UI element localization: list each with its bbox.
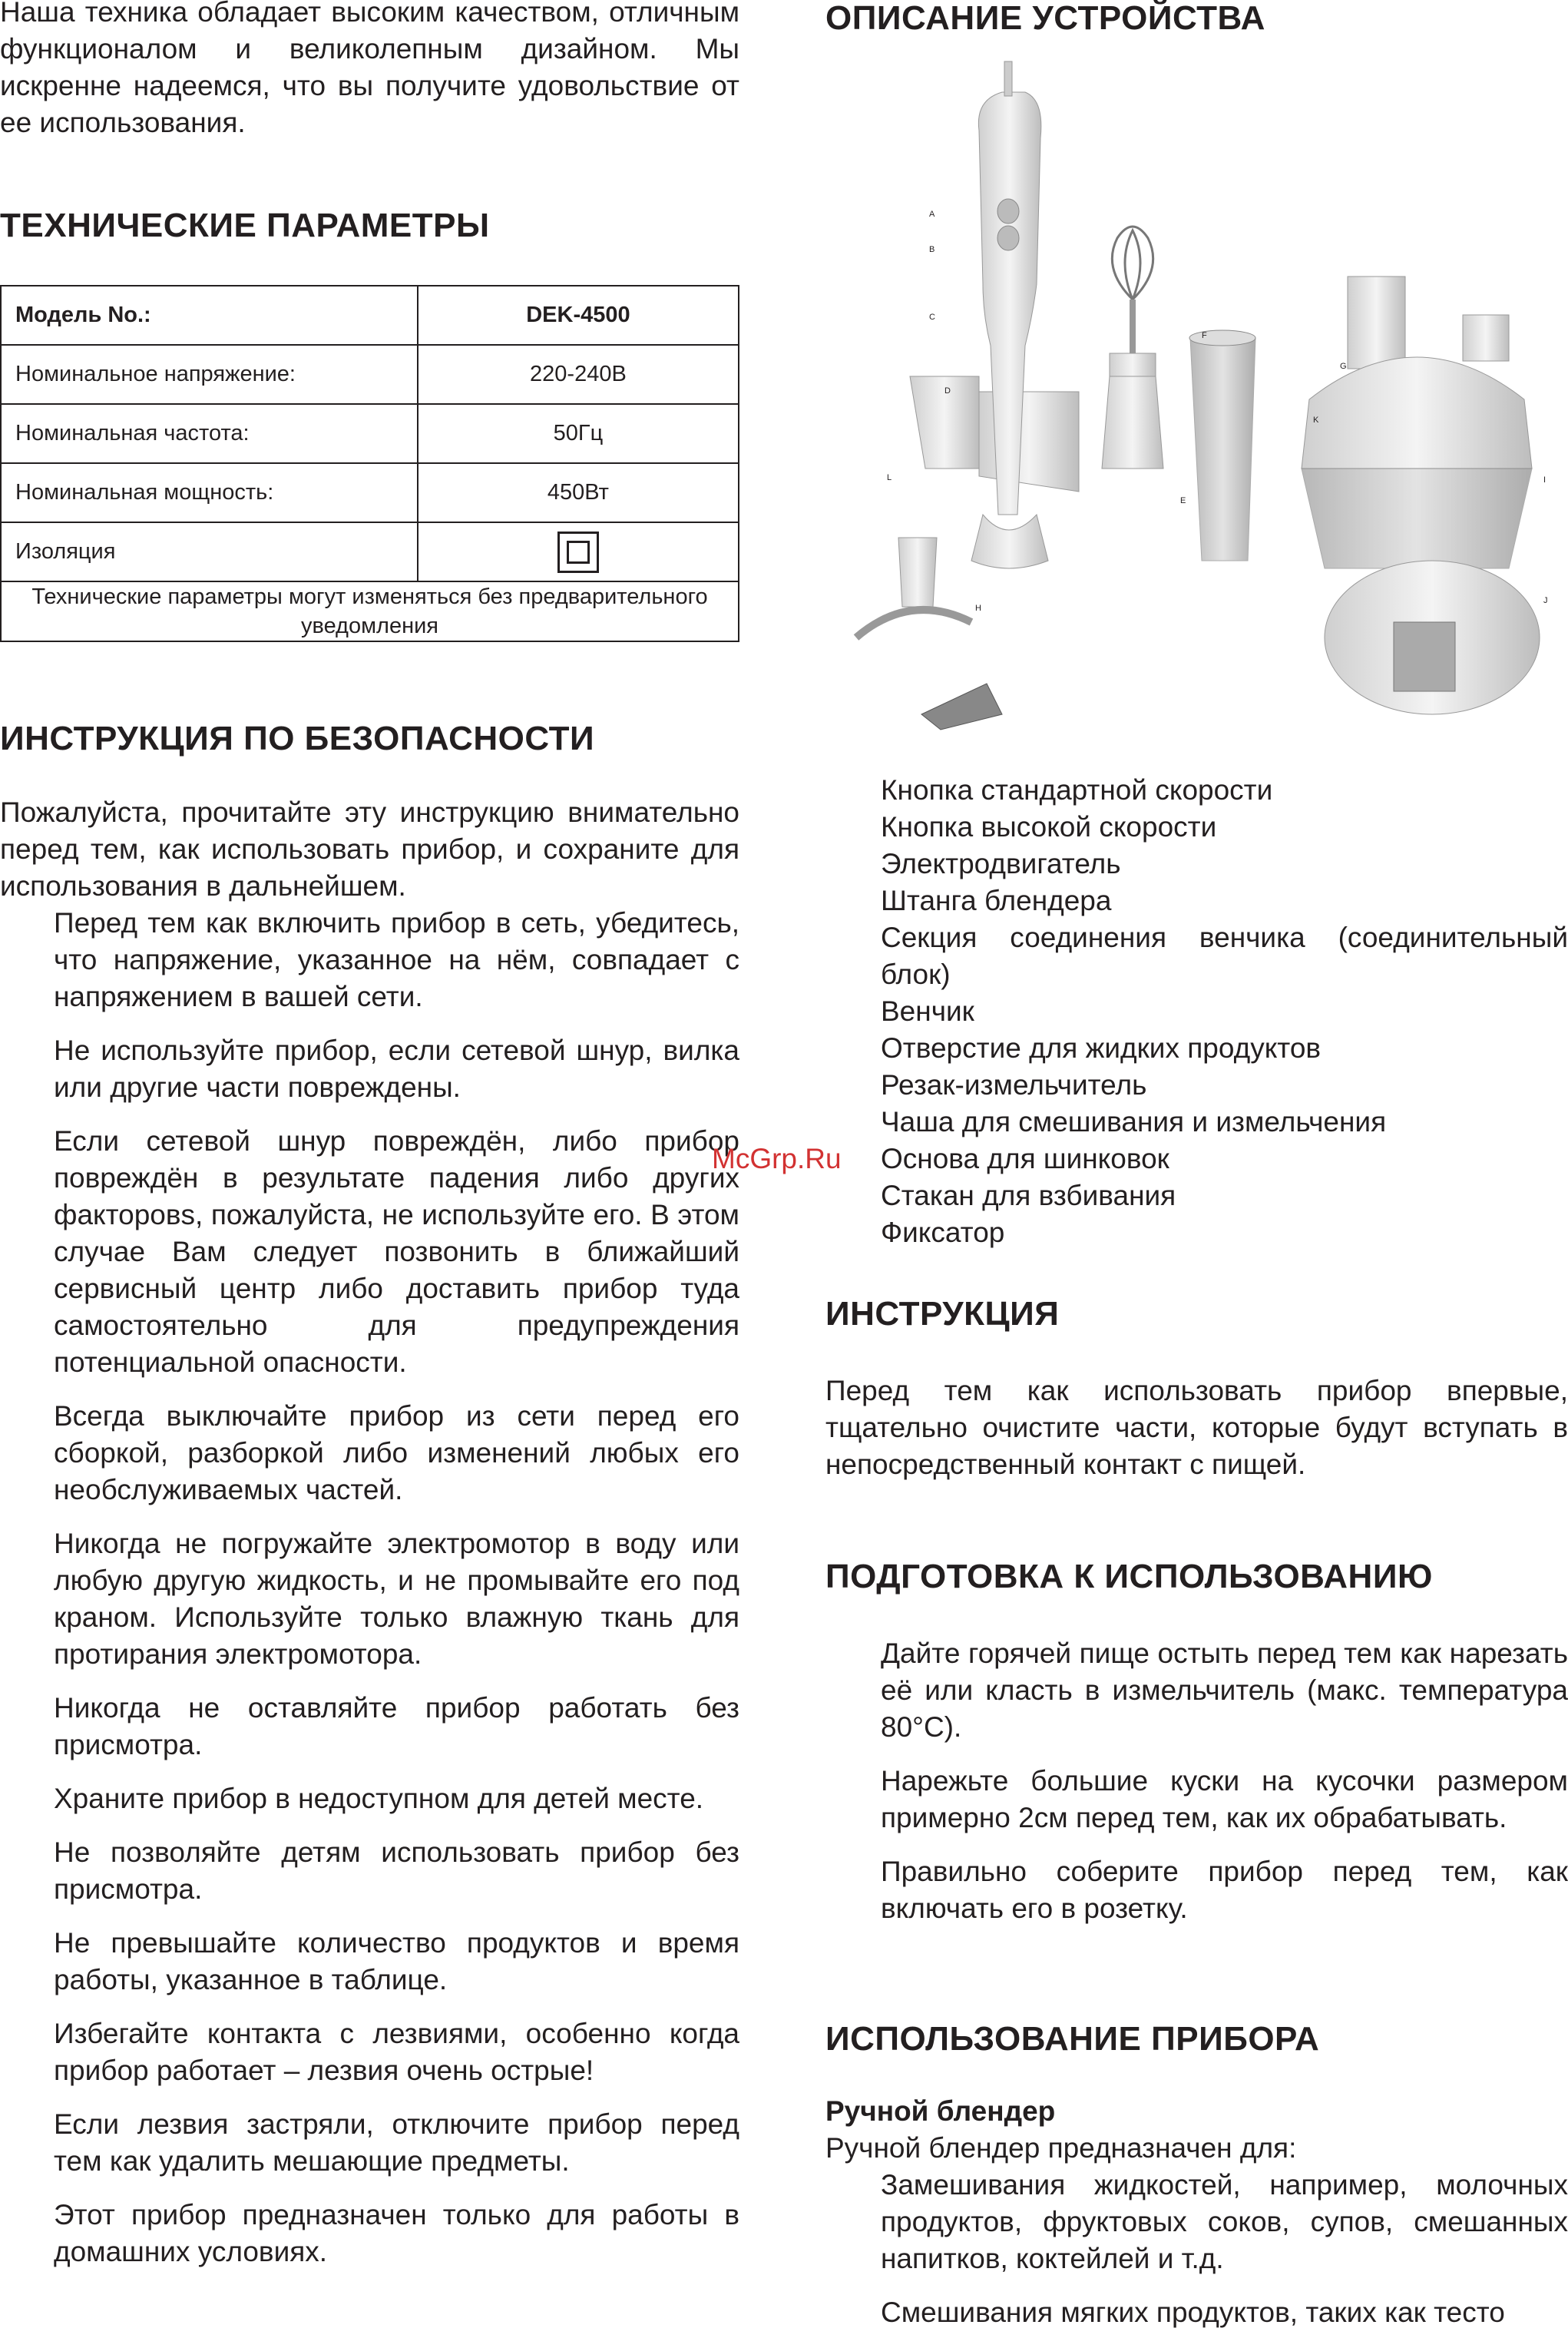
tech-params-title: ТЕХНИЧЕСКИЕ ПАРАМЕТРЫ	[0, 207, 490, 244]
list-item: Отверстие для жидких продуктов	[881, 1032, 1322, 1064]
left-column	[0, 0, 739, 2287]
list-item: Замешивания жидкостей, например, молочных продуктов, фруктовых соков, супов, смешанных напитков, коктейлей и т.д.	[881, 2169, 1568, 2274]
list-item: Электродвигатель	[881, 848, 1121, 879]
label-c: C	[929, 313, 935, 322]
safety-list	[0, 905, 739, 2270]
table-row	[1, 522, 739, 581]
list-item: Избегайте контакта с лезвиями, особенно когда прибор работает – лезвия очень острые!	[54, 2018, 739, 2086]
label-l: L	[887, 473, 892, 482]
spec-label: Изоляция	[1, 522, 418, 581]
spec-label: Модель No.:	[1, 286, 418, 345]
label-b: B	[929, 245, 935, 254]
usage-title: ИСПОЛЬЗОВАНИЕ ПРИБОРА	[825, 2020, 1320, 2058]
table-row	[1, 345, 739, 404]
watermark: McGrp.Ru	[712, 1143, 842, 1174]
list-item: Чаша для смешивания и измельчения	[881, 1106, 1387, 1138]
usage-list	[825, 2167, 1568, 2331]
double-insulation-icon	[557, 532, 599, 573]
list-item: Секция соединения венчика (соединительный блок)	[881, 922, 1568, 990]
tech-params-table	[0, 285, 739, 642]
list-item: Венчик	[881, 995, 974, 1027]
list-item: Смешивания мягких продуктов, таких как тесто	[881, 2297, 1505, 2328]
usage-subtitle: Ручной блендер	[825, 2095, 1056, 2127]
list-item: Не позволяйте детям использовать прибор без присмотра.	[54, 1836, 739, 1905]
table-row	[1, 286, 739, 345]
label-j: J	[1543, 596, 1548, 605]
list-item: Стакан для взбивания	[881, 1180, 1176, 1211]
list-item: Никогда не оставляйте прибор работать без присмотра.	[54, 1692, 739, 1760]
list-item: Кнопка стандартной скорости	[881, 774, 1273, 806]
instruction-text: Перед тем как использовать прибор впервые, тщательно очистите части, которые будут вступать в непосредственный контакт с пищей.	[825, 1375, 1568, 1480]
label-f: F	[1202, 331, 1207, 340]
prep-list	[825, 1635, 1568, 1927]
safety-title: ИНСТРУКЦИЯ ПО БЕЗОПАСНОСТИ	[0, 720, 595, 757]
intro-paragraph: Наша техника обладает высоким качеством, отличным функционалом и великолепным дизайном. Мы искренне надеемся, что вы получите удовольствие от ее использования.	[0, 0, 739, 138]
label-d: D	[944, 386, 951, 396]
list-item: Кнопка высокой скорости	[881, 811, 1217, 843]
spec-value: 50Гц	[418, 404, 739, 463]
right-column	[825, 0, 1568, 2348]
list-item: Не используйте прибор, если сетевой шнур, вилка или другие части повреждены.	[54, 1035, 739, 1103]
table-row	[1, 581, 739, 641]
spec-label: Номинальная частота:	[1, 404, 418, 463]
list-item: Дайте горячей пище остыть перед тем как нарезать её или класть в измельчитель (макс. температура 80°С).	[881, 1638, 1568, 1743]
table-row	[1, 404, 739, 463]
parts-list	[825, 772, 1568, 1251]
list-item: Если лезвия застряли, отключите прибор перед тем как удалить мешающие предметы.	[54, 2108, 739, 2177]
table-row	[1, 463, 739, 522]
label-g: G	[1340, 362, 1347, 371]
safety-intro: Пожалуйста, прочитайте эту инструкцию внимательно перед тем, как использовать прибор, и сохраните для использования в дальнейшем.	[0, 796, 739, 902]
spec-label: Номинальное напряжение:	[1, 345, 418, 404]
spec-value	[418, 522, 739, 581]
list-item: Если сетевой шнур повреждён, либо прибор повреждён в результате падения либо других факторовs, пожалуйста, не используйте его. В этом случае Вам следует позвонить в ближайший сервисный центр либо доставить прибор туда самостоятельно для предупреждения потенциальной опасности.	[54, 1125, 739, 1378]
list-item: Фиксатор	[881, 1217, 1005, 1248]
spec-value: DEK-4500	[418, 286, 739, 345]
spec-label: Номинальная мощность:	[1, 463, 418, 522]
label-i: I	[1543, 475, 1546, 485]
list-item: Никогда не погружайте электромотор в воду или любую другую жидкость, и не промывайте его под краном. Используйте только влажную ткань для протирания электромотора.	[54, 1528, 739, 1670]
list-item: Храните прибор в недоступном для детей месте.	[54, 1783, 704, 1814]
label-h: H	[975, 604, 981, 613]
spec-value: 220-240В	[418, 345, 739, 404]
label-e: E	[1180, 496, 1186, 505]
list-item: Перед тем как включить прибор в сеть, убедитесь, что напряжение, указанное на нём, совпадает с напряжением в вашей сети.	[54, 907, 739, 1012]
spec-value: 450Вт	[418, 463, 739, 522]
list-item: Правильно соберите прибор перед тем, как включать его в розетку.	[881, 1856, 1568, 1924]
prep-title: ПОДГОТОВКА К ИСПОЛЬЗОВАНИЮ	[825, 1558, 1433, 1595]
list-item: Основа для шинковок	[881, 1143, 1169, 1174]
device-illustration	[825, 38, 1568, 734]
list-item: Нарежьте большие куски на кусочки размером примерно 2см перед тем, как их обрабатывать.	[881, 1765, 1568, 1833]
instruction-title: ИНСТРУКЦИЯ	[825, 1295, 1060, 1333]
device-description-title: ОПИСАНИЕ УСТРОЙСТВА	[825, 0, 1265, 37]
list-item: Этот прибор предназначен только для работы в домашних условиях.	[54, 2199, 739, 2267]
list-item: Резак-измельчитель	[881, 1069, 1147, 1101]
usage-lead: Ручной блендер предназначен для:	[825, 2132, 1297, 2164]
list-item: Всегда выключайте прибор из сети перед его сборкой, разборкой либо изменений любых его необслуживаемых частей.	[54, 1400, 739, 1505]
label-k: K	[1313, 416, 1319, 425]
spec-note: Технические параметры могут изменяться без предварительного уведомления	[1, 581, 739, 641]
list-item: Штанга блендера	[881, 885, 1112, 916]
blender-set-illustration	[825, 38, 1568, 734]
label-a: A	[929, 210, 935, 219]
list-item: Не превышайте количество продуктов и время работы, указанное в таблице.	[54, 1927, 739, 1995]
